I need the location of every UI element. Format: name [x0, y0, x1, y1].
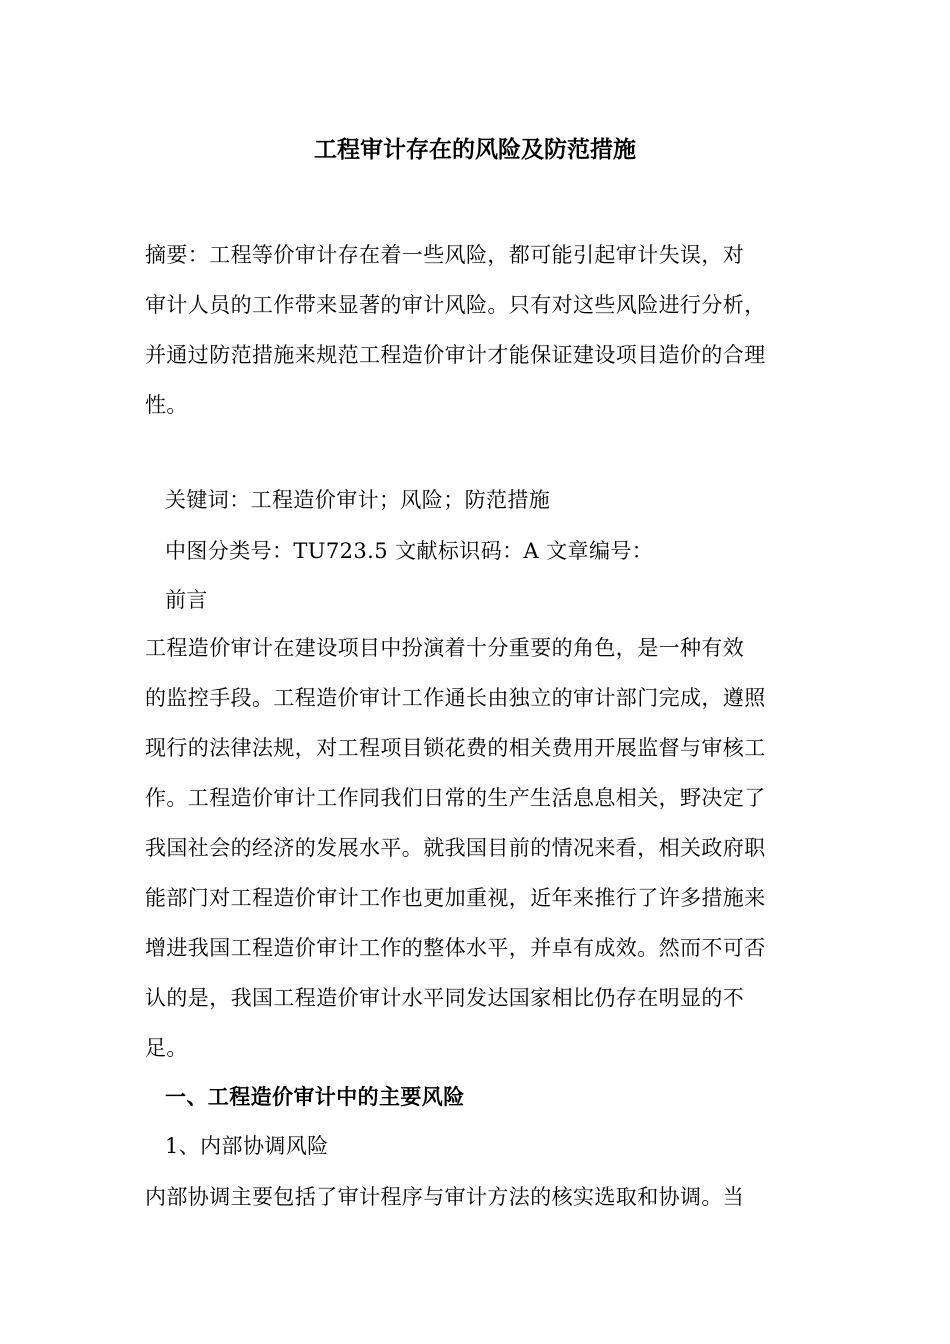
preface-line: 现行的法律法规，对工程项目锁花费的相关费用开展监督与审核工 — [145, 736, 766, 760]
preface-heading: 前言 — [165, 588, 208, 612]
keywords-line: 关键词：工程造价审计；风险；防范措施 — [165, 488, 551, 512]
preface-line: 的监控手段。工程造价审计工作通长由独立的审计部门完成，遵照 — [145, 686, 766, 710]
preface-line: 增进我国工程造价审计工作的整体水平，并卓有成效。然而不可否 — [145, 936, 766, 960]
preface-line: 能部门对工程造价审计工作也更加重视，近年来推行了许多措施来 — [145, 886, 766, 910]
preface-line: 作。工程造价审计工作同我们日常的生产生活息息相关，野决定了 — [145, 786, 766, 810]
abstract-line: 摘要：工程等价审计存在着一些风险，都可能引起审计失误，对 — [145, 243, 745, 267]
abstract-line: 性。 — [145, 393, 188, 417]
preface-line: 工程造价审计在建设项目中扮演着十分重要的角色，是一种有效 — [145, 636, 745, 660]
preface-line: 我国社会的经济的发展水平。就我国目前的情况来看，相关政府职 — [145, 836, 766, 860]
subsection-heading: 1、内部协调风险 — [165, 1134, 329, 1158]
subsection-paragraph-line: 内部协调主要包括了审计程序与审计方法的核实选取和协调。当 — [145, 1185, 745, 1209]
section-heading: 一、工程造价审计中的主要风险 — [165, 1084, 465, 1109]
classification-line: 中图分类号：TU723.5 文献标识码：A 文章编号： — [165, 539, 654, 563]
preface-line: 足。 — [145, 1036, 188, 1060]
abstract-line: 并通过防范措施来规范工程造价审计才能保证建设项目造价的合理 — [145, 343, 766, 367]
preface-line: 认的是，我国工程造价审计水平同发达国家相比仍存在明显的不 — [145, 986, 745, 1010]
document-title: 工程审计存在的风险及防范措施 — [314, 136, 636, 163]
abstract-line: 审计人员的工作带来显著的审计风险。只有对这些风险进行分析， — [145, 293, 766, 317]
